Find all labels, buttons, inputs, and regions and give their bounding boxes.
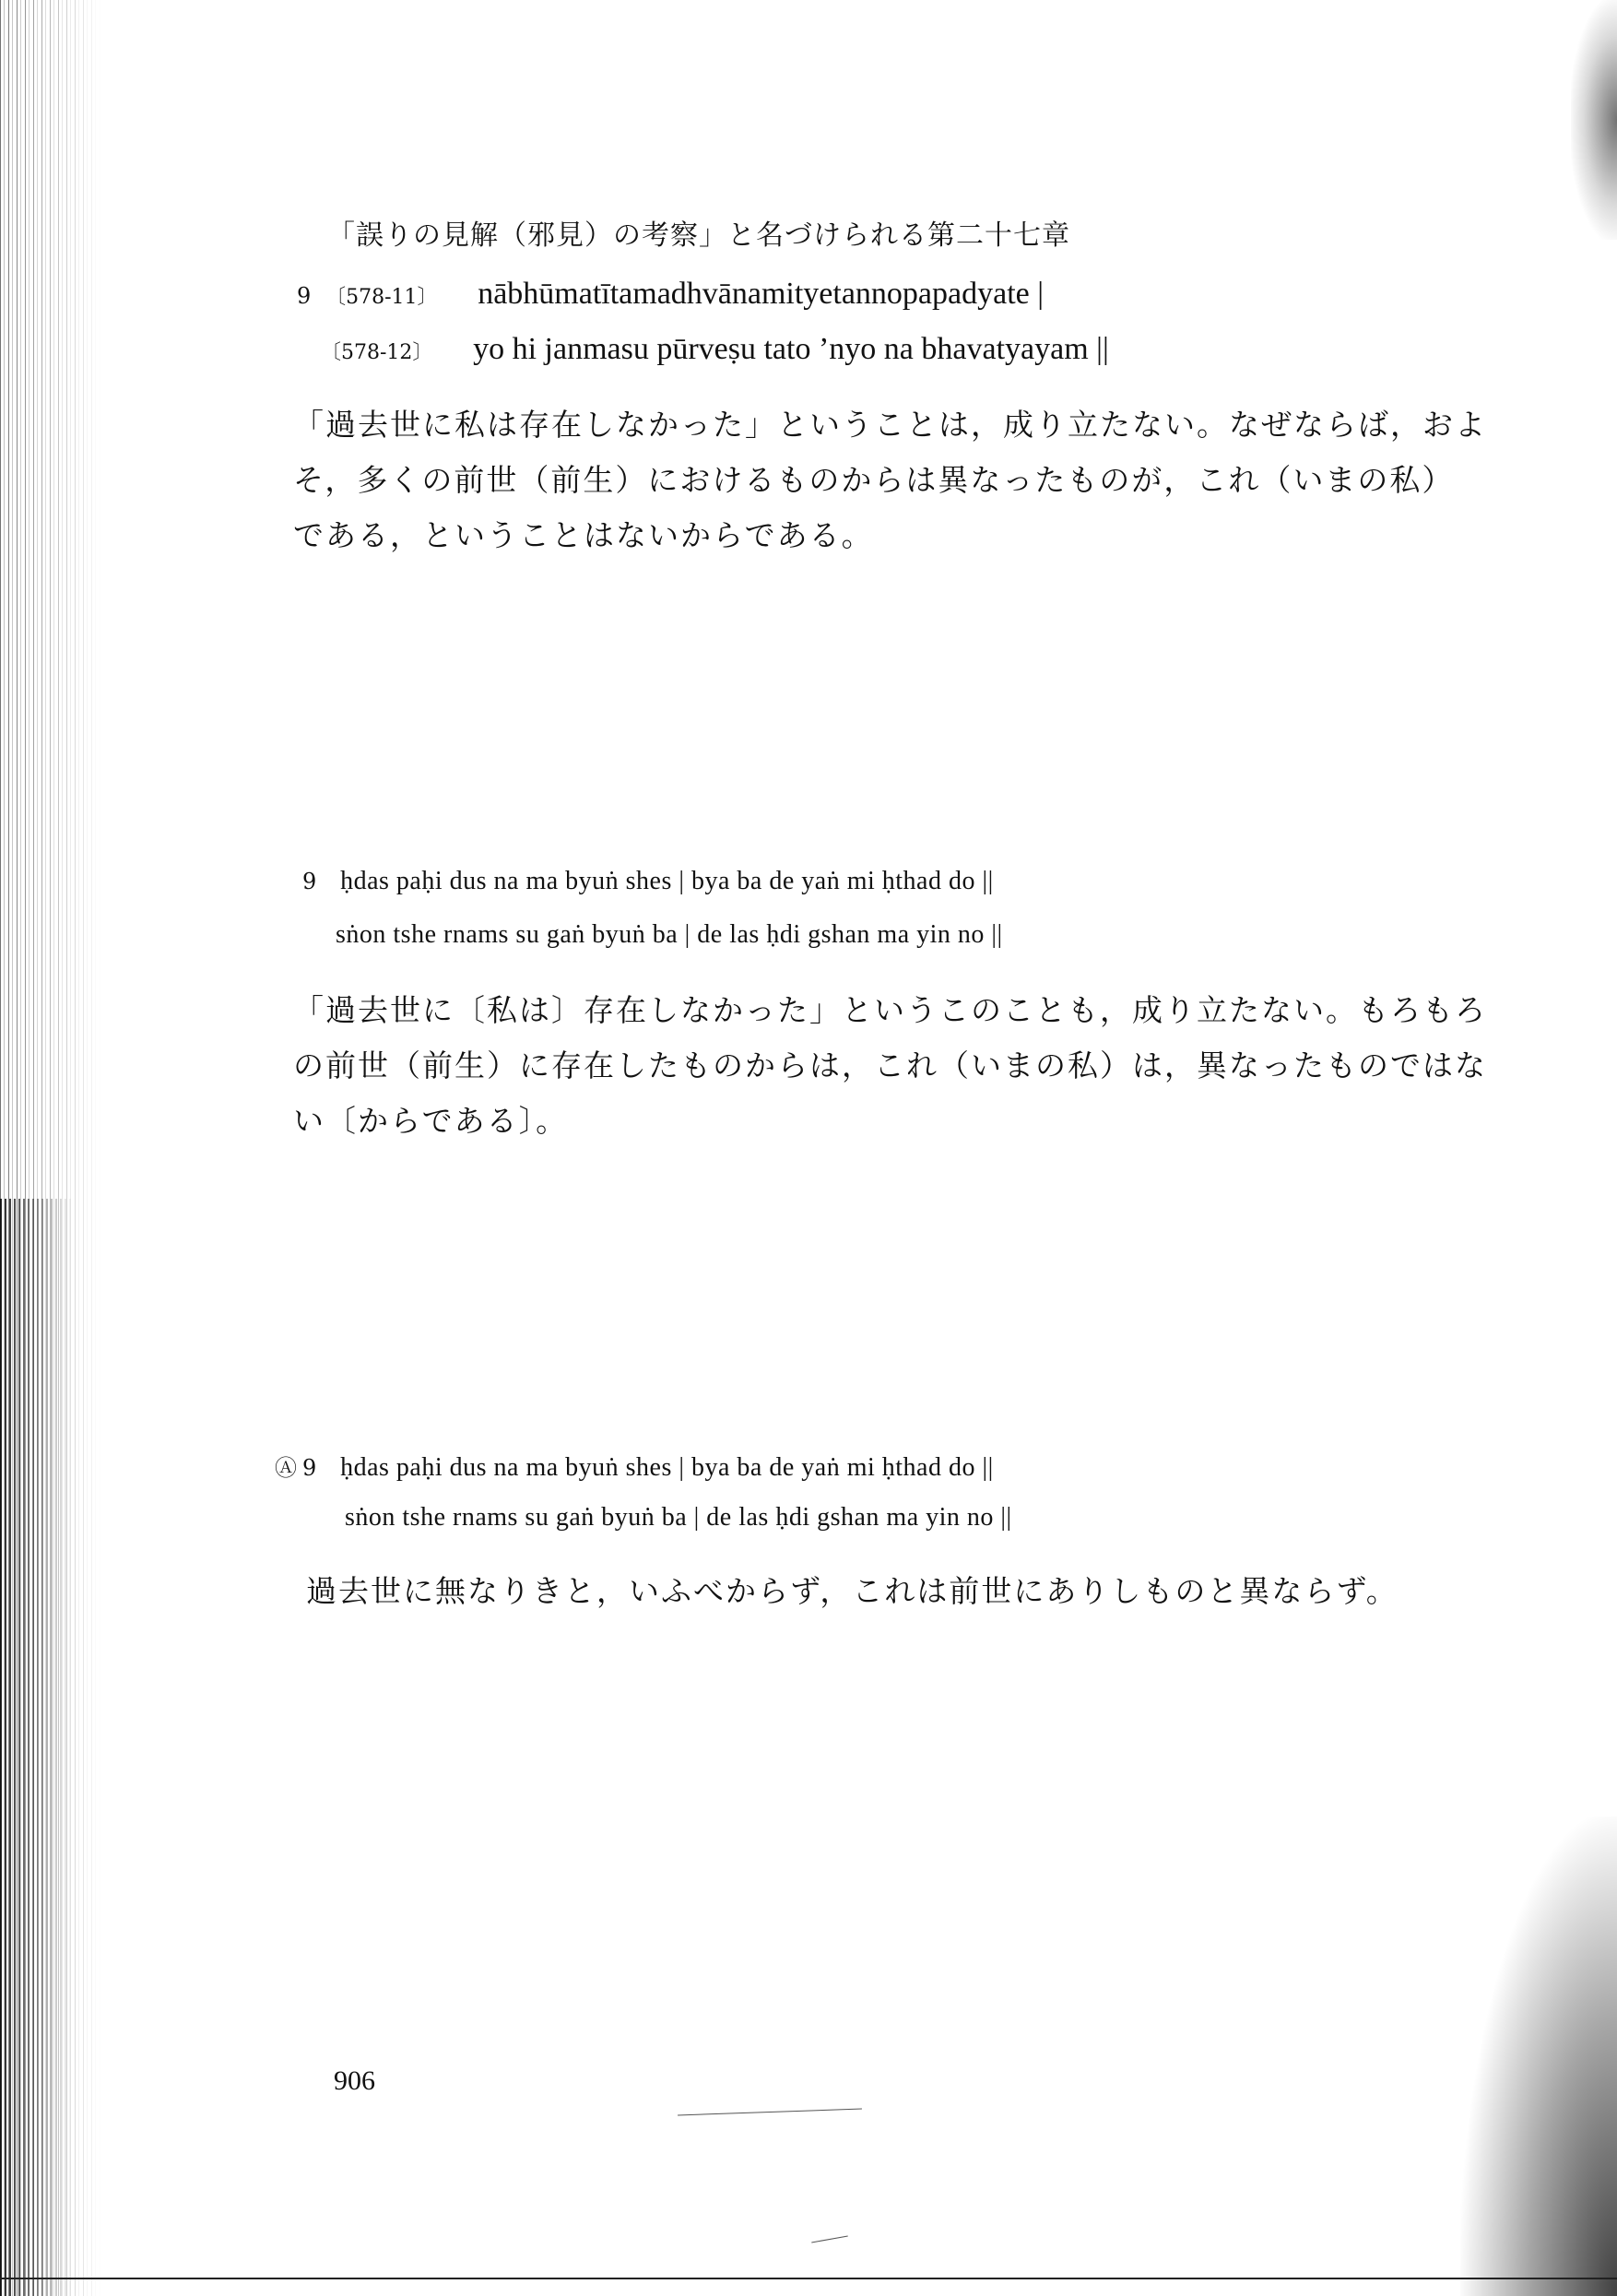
translation-line: そ，多くの前世（前生）におけるものからは異なったものが，これ（いまの私）: [293, 462, 1455, 498]
translation-line: の前世（前生）に存在したものからは，これ（いまの私）は，異なったものではな: [293, 1047, 1487, 1083]
scan-edge-right: [1571, 0, 1617, 240]
sanskrit-verse-text: nābhūmatītamadhvānamityetannopapadyate |: [478, 277, 1045, 311]
pencil-mark: [811, 2236, 848, 2243]
translation-line: 過去世に無なりきと，いふべからず，これは前世にありしものと異ならず。: [306, 1573, 1399, 1609]
akutobhaya-marker: Ⓐ: [275, 1455, 297, 1481]
translation-line: い〔からである〕。: [293, 1103, 569, 1139]
verse-reference: 〔578-11〕: [325, 286, 438, 309]
chapter-header: 「誤りの見解（邪見）の考察」と名づけられる第二十七章: [327, 219, 1070, 252]
sanskrit-verse-text: yo hi janmasu pūrveṣu tato ’nyo na bhavatyayam ||: [473, 332, 1109, 366]
verse-reference: 〔578-12〕: [321, 341, 433, 364]
scan-bottom-line: [0, 2278, 1617, 2279]
scan-corner-shadow: [1460, 1817, 1617, 2296]
translation-line: 「過去世に私は存在しなかった」ということは，成り立たない。なぜならば，およ: [293, 407, 1487, 443]
tibetan-line-2: sṅon tshe rnams su gaṅ byuṅ ba | de las ḥdi gshan ma yin no ||: [336, 920, 1003, 949]
sanskrit-line-1: [297, 277, 1044, 312]
akutobhaya-line-1: [275, 1450, 994, 1483]
translation-line: 「過去世に〔私は〕存在しなかった」というこのことも，成り立たない。もろもろ: [293, 992, 1487, 1028]
translation-line: である，ということはないからである。: [293, 517, 874, 553]
verse-number: 9: [297, 283, 312, 309]
verse-number: 9: [302, 869, 317, 894]
scan-edge-left-dark: [0, 1199, 74, 2296]
pencil-mark: [678, 2109, 862, 2116]
akutobhaya-line-2: sṅon tshe rnams su gaṅ byuṅ ba | de las ḥdi gshan ma yin no ||: [345, 1503, 1012, 1532]
sanskrit-line-2: [321, 332, 1109, 367]
tibetan-line-1: [302, 867, 994, 896]
page-number: 906: [334, 2065, 375, 2096]
tibetan-verse-text: ḥdas paḥi dus na ma byuṅ shes | bya ba de yaṅ mi ḥthad do ||: [340, 867, 994, 895]
tibetan-verse-text: ḥdas paḥi dus na ma byuṅ shes | bya ba de yaṅ mi ḥthad do ||: [340, 1453, 994, 1482]
verse-number: 9: [302, 1455, 317, 1481]
